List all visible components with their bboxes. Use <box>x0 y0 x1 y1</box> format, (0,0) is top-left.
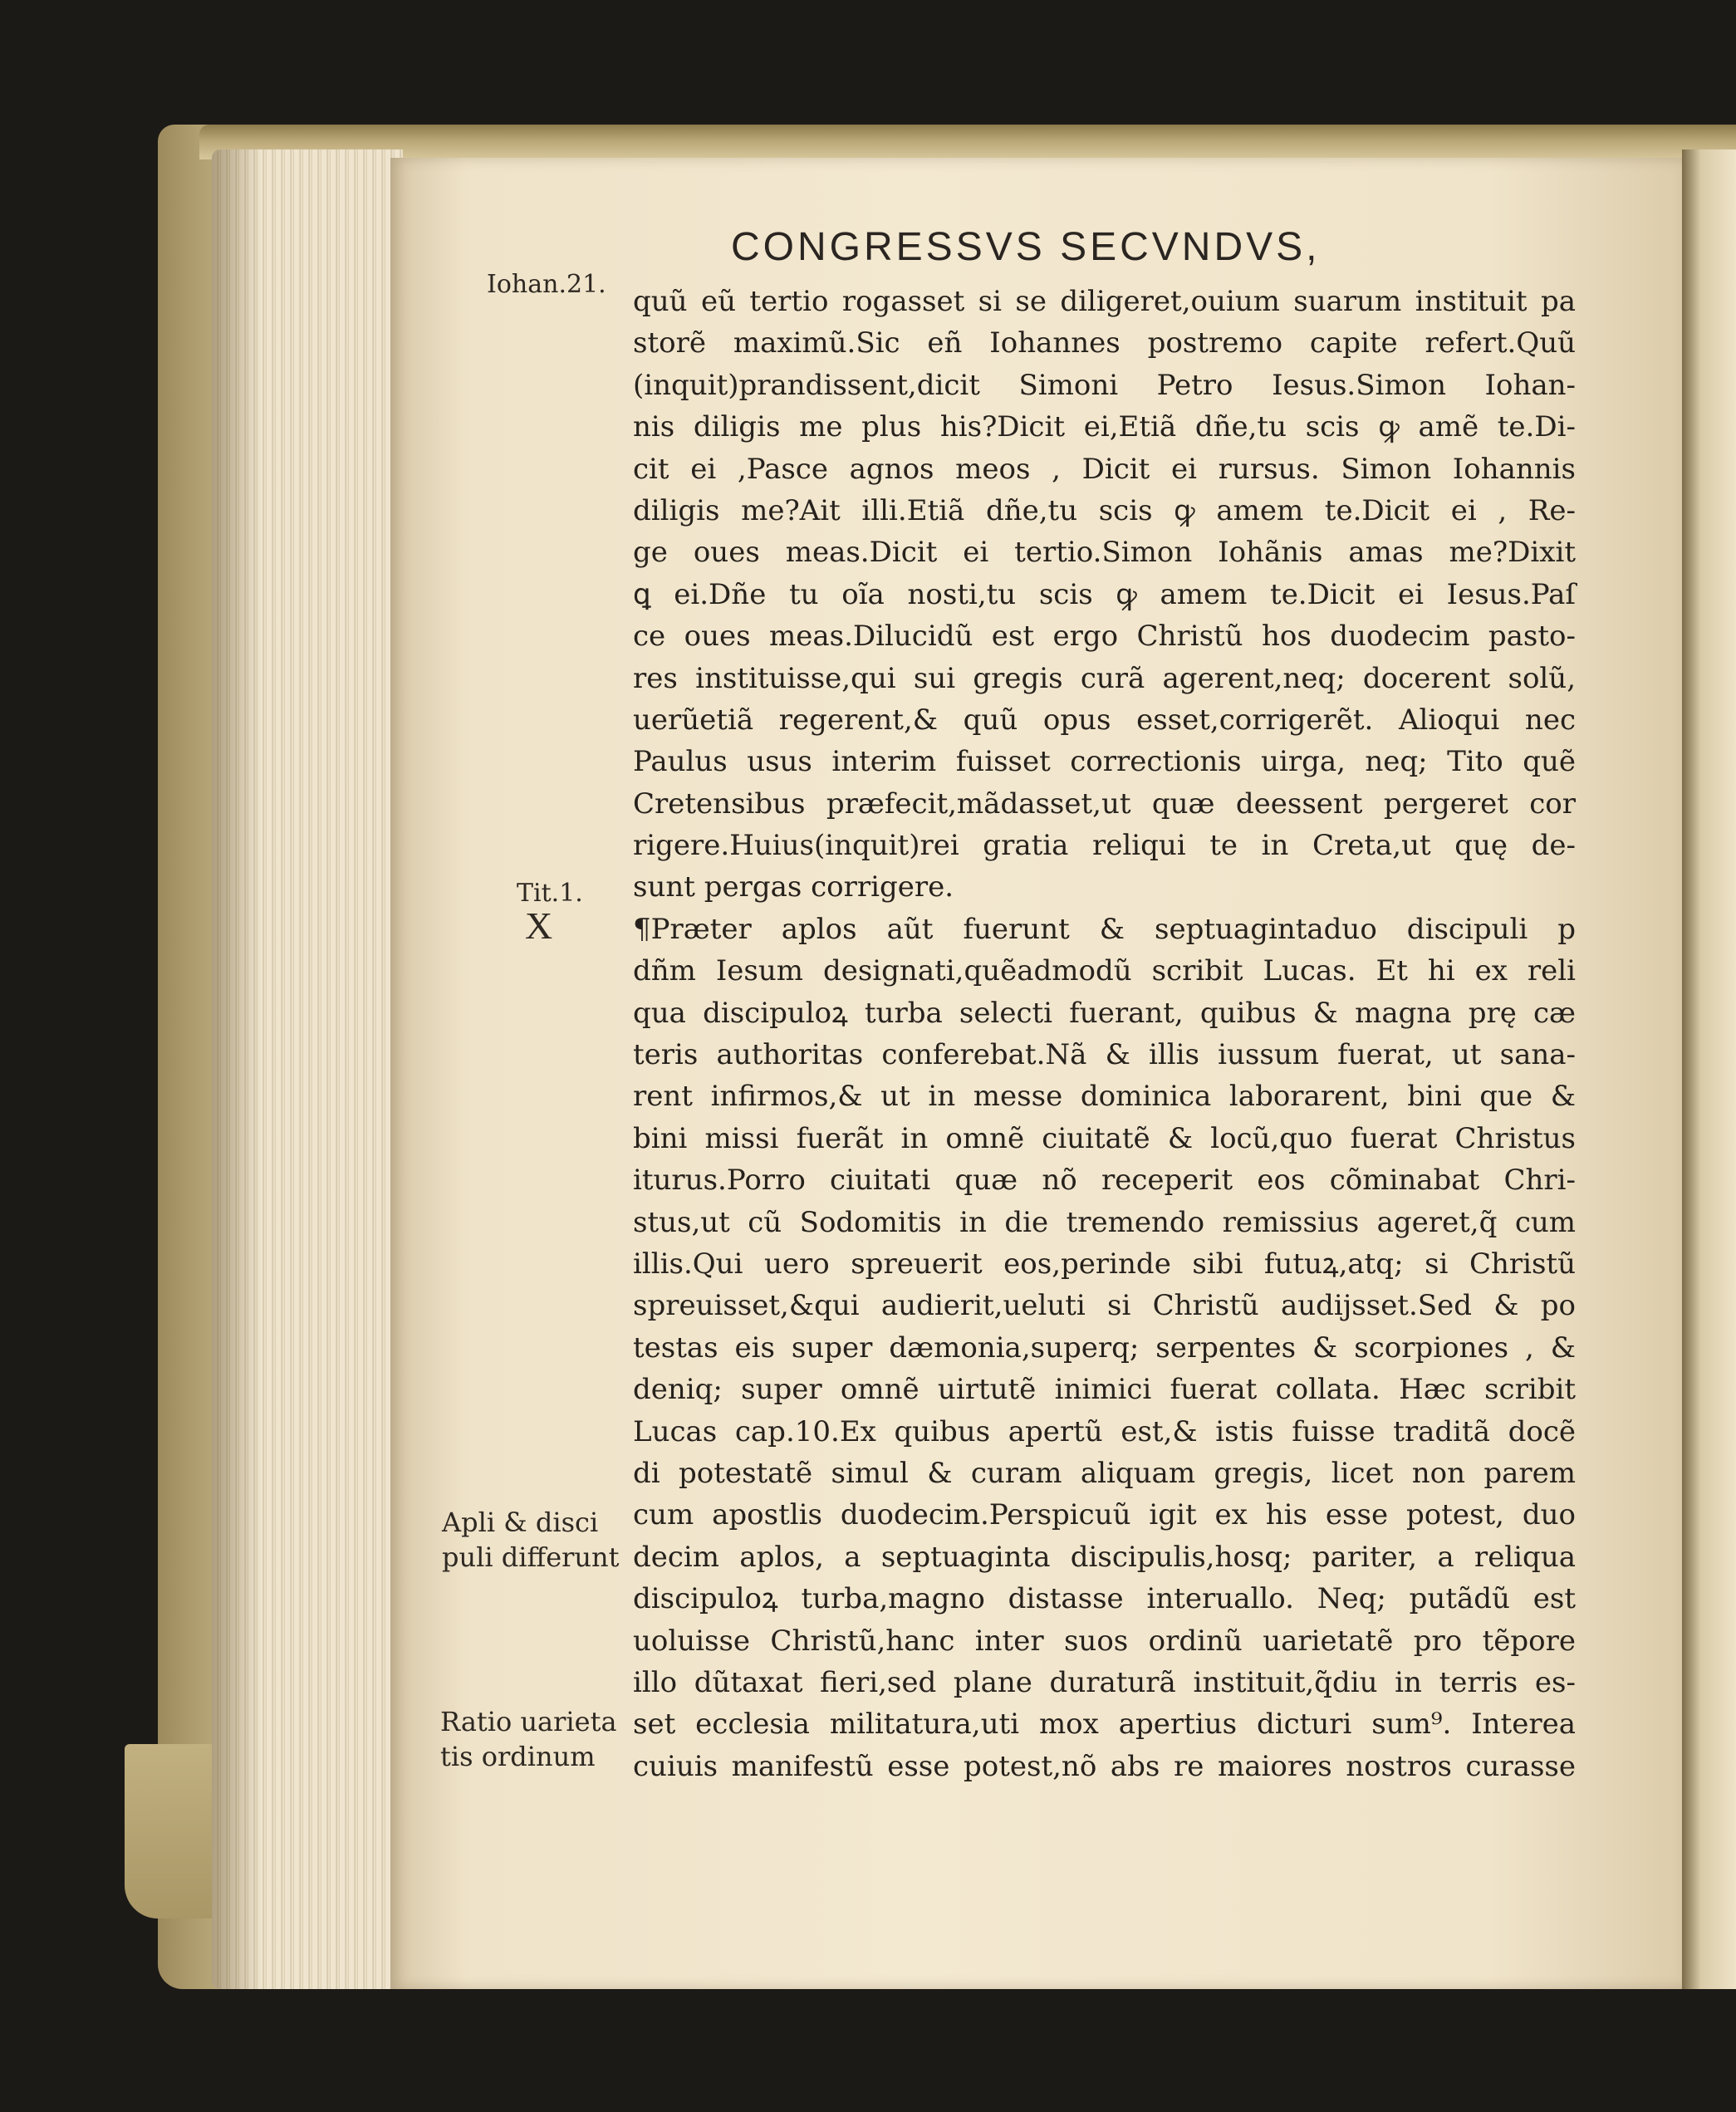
text-line: set ecclesia militatura,uti mox apertius dicturi sum⁹. Interea <box>633 1708 1576 1742</box>
text-line: stus,ut cũ Sodomitis in die tremendo remissius ageret,q̃ cum <box>633 1205 1576 1239</box>
margin-note-apli-line-2: puli differunt <box>442 1541 620 1573</box>
text-line: diligis me?Ait illi.Etiã dñe,tu scis ꝙ amem te.Dicit ei , Re- <box>633 493 1576 527</box>
text-line: Cretensibus præfecit,mãdasset,ut quæ deessent pergeret cor <box>633 786 1576 821</box>
text-line: nis diligis me plus his?Dicit ei,Etiã dñe,tu scis ꝙ amẽ te.Di- <box>633 410 1576 444</box>
running-head: CONGRESSVS SECVNDVS, <box>731 225 1321 269</box>
text-line: bini missi fuerãt in omnẽ ciuitatẽ & locũ,quo fuerat Christus <box>633 1121 1576 1155</box>
book-top-edge <box>199 125 1736 159</box>
text-line: testas eis super dæmonia,superq; serpentes & scorpiones , & <box>633 1330 1576 1365</box>
text-line: decim aplos, a septuaginta discipulis,hosq; pariter, a reliqua <box>633 1540 1576 1574</box>
text-line: ce oues meas.Dilucidũ est ergo Christũ hos duodecim pasto- <box>633 620 1576 654</box>
text-line: rent infirmos,& ut in messe dominica laborarent, bini que & <box>633 1080 1576 1114</box>
text-line: quũ eũ tertio rogasset si se diligeret,ouium suarum instituit pa <box>633 285 1576 318</box>
body-text <box>633 281 1576 1787</box>
text-line: ¶Præter aplos aũt fuerunt & septuagintaduo discipuli p <box>633 912 1576 946</box>
text-line: sunt pergas corrigere. <box>633 870 954 904</box>
text-line: ꝗ ei.Dñe tu oĩa nosti,tu scis ꝙ amem te.Dicit ei Iesus.Paſ <box>633 577 1576 611</box>
margin-note-johan: Iohan.21. <box>487 270 606 299</box>
text-line: storẽ maximũ.Sic eñ Iohannes postremo capite refert.Quũ <box>633 326 1576 360</box>
text-line: uerũetiã regerent,& quũ opus esset,corrigerẽt. Alioqui nec <box>633 703 1576 737</box>
text-line: cuiuis manifestũ esse potest,nõ abs re maiores nostros curasse <box>633 1749 1576 1783</box>
facing-page-edge <box>1682 149 1736 1989</box>
text-line: teris authoritas conferebat.Nã & illis iussum fuerat, ut sana- <box>633 1038 1576 1072</box>
margin-note-apli <box>442 1505 620 1575</box>
margin-note-ratio-line-2: tis ordinum <box>440 1741 596 1772</box>
text-line: ge oues meas.Dicit ei tertio.Simon Iohãnis amas me?Dixit <box>633 536 1576 570</box>
text-line: Lucas cap.10.Ex quibus apertũ est,& istis fuisse traditã docẽ <box>633 1414 1576 1448</box>
text-line: di potestatẽ simul & curam aliquam gregis, licet non parem <box>633 1456 1576 1490</box>
text-line: deniq; super omnẽ uirtutẽ inimici fuerat collata. Hæc scribit <box>633 1373 1576 1407</box>
text-line: (inquit)prandissent,dicit Simoni Petro Iesus.Simon Iohan- <box>633 368 1576 402</box>
margin-note-ratio-line-1: Ratio uarieta <box>440 1706 617 1737</box>
text-line: cit ei ,Pasce agnos meos , Dicit ei rursus. Simon Iohannis <box>633 452 1576 486</box>
page-edges-shadow <box>212 149 262 1989</box>
margin-note-ratio <box>440 1704 617 1774</box>
margin-note-tit: Tit.1. <box>517 879 583 908</box>
text-line: uoluisse Christũ,hanc inter suos ordinũ uarietatẽ pro tẽpore <box>633 1624 1576 1658</box>
text-line: cum apostlis duodecim.Perspicuũ igit ex his esse potest, duo <box>633 1498 1576 1532</box>
text-line: Paulus usus interim fuisset correctionis uirga, neq; Tito quẽ <box>633 745 1576 779</box>
section-numeral: X <box>525 904 553 947</box>
text-line: qua discipuloꝝ turba selecti fuerant, quibus & magna prę cæ <box>633 996 1576 1030</box>
text-line: iturus.Porro ciuitati quæ nõ receperit eos cõminabat Chri- <box>633 1164 1576 1198</box>
text-line: rigere.Huius(inquit)rei gratia reliqui te in Creta,ut quę de- <box>633 829 1576 863</box>
text-line: discipuloꝝ turba,magno distasse interuallo. Neq; putãdũ est <box>633 1582 1576 1616</box>
text-line: illo dũtaxat fieri,sed plane duraturã instituit,q̃diu in terris es- <box>633 1665 1576 1699</box>
text-line: res instituisse,qui sui gregis curã agerent,neq; docerent solũ, <box>633 661 1576 695</box>
margin-note-apli-line-1: Apli & disci <box>442 1507 599 1538</box>
text-line: dñm Iesum designati,quẽadmodũ scribit Lucas. Et hi ex reli <box>633 954 1576 988</box>
text-line: spreuisset,&qui audierit,ueluti si Christũ audijsset.Sed & po <box>633 1289 1576 1323</box>
text-line: illis.Qui uero spreuerit eos,perinde sibi futuꝝ,atq; si Christũ <box>633 1247 1576 1281</box>
